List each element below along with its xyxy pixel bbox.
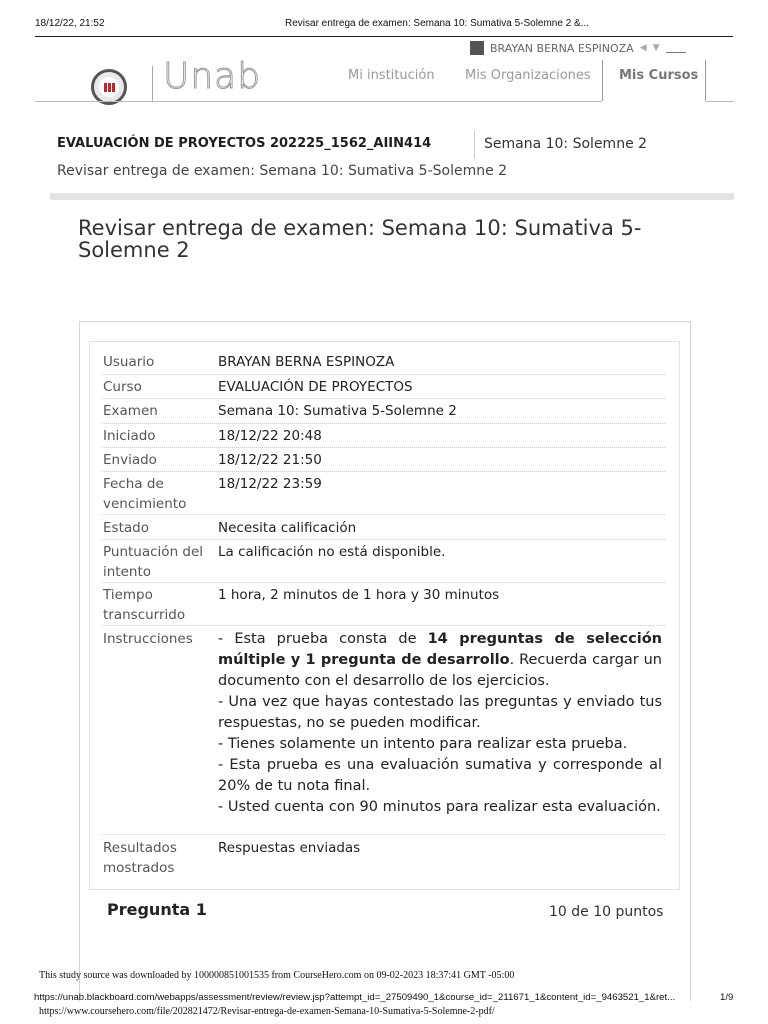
notification-arrow-icon: ◀ bbox=[639, 43, 647, 53]
detail-value: La calificación no está disponible. bbox=[218, 544, 446, 560]
detail-row-puntuacion bbox=[102, 542, 665, 583]
detail-label: Fecha de vencimiento bbox=[103, 476, 187, 512]
nav-underline bbox=[35, 101, 602, 102]
breadcrumb-divider bbox=[474, 131, 475, 159]
detail-value: 18/12/22 20:48 bbox=[218, 428, 322, 444]
detail-label: Tiempo transcurrido bbox=[103, 587, 186, 623]
breadcrumb-current-page: Revisar entrega de examen: Semana 10: Sumativa 5-Solemne 2 bbox=[57, 163, 508, 179]
detail-row-enviado bbox=[102, 450, 665, 472]
instruction-emphasis: 14 preguntas de selección múltiple y 1 pregunta de desarrollo bbox=[218, 631, 662, 668]
detail-row-resultados bbox=[102, 838, 665, 878]
detail-row-instrucciones bbox=[102, 629, 665, 835]
detail-label: Iniciado bbox=[103, 428, 156, 444]
unab-logo-icon[interactable] bbox=[91, 69, 127, 105]
breadcrumb-section[interactable]: Semana 10: Solemne 2 bbox=[484, 136, 648, 152]
detail-value: BRAYAN BERNA ESPINOZA bbox=[218, 354, 395, 370]
instruction-line: - Una vez que hayas contestado las preguntas y enviado tus respuestas, no se pueden modificar. bbox=[218, 694, 662, 731]
detail-label: Puntuación del intento bbox=[103, 544, 204, 580]
instruction-line: - Tienes solamente un intento para realizar esta prueba. bbox=[218, 736, 628, 752]
page-title: Revisar entrega de examen: Semana 10: Sumativa 5-Solemne 2 bbox=[78, 216, 642, 262]
detail-label: Estado bbox=[103, 520, 149, 536]
user-name: BRAYAN BERNA ESPINOZA bbox=[490, 41, 634, 55]
logo-divider bbox=[152, 66, 153, 102]
detail-row-vencimiento bbox=[102, 474, 665, 515]
detail-row-usuario bbox=[102, 352, 665, 375]
print-header-rule bbox=[35, 36, 733, 37]
study-source-note: This study source was downloaded by 100000851001535 from CourseHero.com on 09-02-2023 18:37:41 GMT -05:00 bbox=[39, 970, 515, 981]
detail-label: Usuario bbox=[103, 354, 155, 370]
detail-label: Instrucciones bbox=[103, 631, 193, 647]
detail-label: Resultados mostrados bbox=[103, 840, 177, 876]
page-number: 1/9 bbox=[720, 992, 734, 1003]
detail-row-estado bbox=[102, 518, 665, 540]
question-title: Pregunta 1 bbox=[107, 900, 207, 919]
detail-value: Semana 10: Sumativa 5-Solemne 2 bbox=[218, 403, 457, 419]
instruction-line: - Esta prueba es una evaluación sumativa y corresponde al 20% de tu nota final. bbox=[218, 757, 662, 794]
detail-value: 18/12/22 21:50 bbox=[218, 452, 322, 468]
detail-value: EVALUACIÓN DE PROYECTOS bbox=[218, 379, 413, 395]
avatar bbox=[470, 41, 484, 55]
detail-value: Respuestas enviadas bbox=[218, 840, 361, 856]
breadcrumb-course[interactable]: EVALUACIÓN DE PROYECTOS 202225_1562_AIIN414 bbox=[57, 136, 432, 151]
detail-row-curso bbox=[102, 377, 665, 399]
detail-value: 18/12/22 23:59 bbox=[218, 476, 322, 492]
nav-mis-organizaciones[interactable]: Mis Organizaciones bbox=[465, 68, 591, 83]
print-url: https://unab.blackboard.com/webapps/assessment/review/review.jsp?attempt_id=_27509490_1&course_id=_211671_1&content_id=_9463521_1&ret... bbox=[34, 992, 676, 1003]
detail-value: Necesita calificación bbox=[218, 520, 357, 536]
nav-mis-cursos[interactable]: Mis Cursos bbox=[619, 68, 699, 83]
nav-underline-right bbox=[706, 101, 734, 102]
instruction-line: - Esta prueba consta de 14 preguntas de selección múltiple y 1 pregunta de desarrollo. Recuerda cargar un documento con el desarrollo de los ejercicios. bbox=[218, 631, 662, 689]
detail-label: Examen bbox=[103, 403, 158, 419]
detail-row-iniciado bbox=[102, 426, 665, 448]
coursehero-url: https://www.coursehero.com/file/202821472/Revisar-entrega-de-examen-Semana-10-Sumativa-5-Solemne-2-pdf/ bbox=[39, 1006, 495, 1017]
blank-line bbox=[666, 43, 686, 53]
detail-row-examen bbox=[102, 401, 665, 424]
detail-label: Enviado bbox=[103, 452, 157, 468]
logo-text: Unab bbox=[163, 56, 262, 97]
breadcrumb-band bbox=[50, 193, 734, 200]
nav-mi-institucion[interactable]: Mi institución bbox=[348, 68, 435, 83]
caret-down-icon[interactable]: ▼ bbox=[652, 43, 660, 53]
detail-row-tiempo bbox=[102, 585, 665, 626]
print-doc-title: Revisar entrega de examen: Semana 10: Sumativa 5-Solemne 2 &... bbox=[285, 18, 590, 29]
instruction-line: - Usted cuenta con 90 minutos para realizar esta evaluación. bbox=[218, 799, 661, 815]
instructions-text bbox=[218, 629, 662, 818]
detail-value: 1 hora, 2 minutos de 1 hora y 30 minutos bbox=[218, 587, 500, 603]
detail-label: Curso bbox=[103, 379, 142, 395]
question-points: 10 de 10 puntos bbox=[549, 904, 664, 920]
print-datetime: 18/12/22, 21:52 bbox=[35, 18, 105, 29]
user-menu[interactable] bbox=[470, 41, 686, 55]
